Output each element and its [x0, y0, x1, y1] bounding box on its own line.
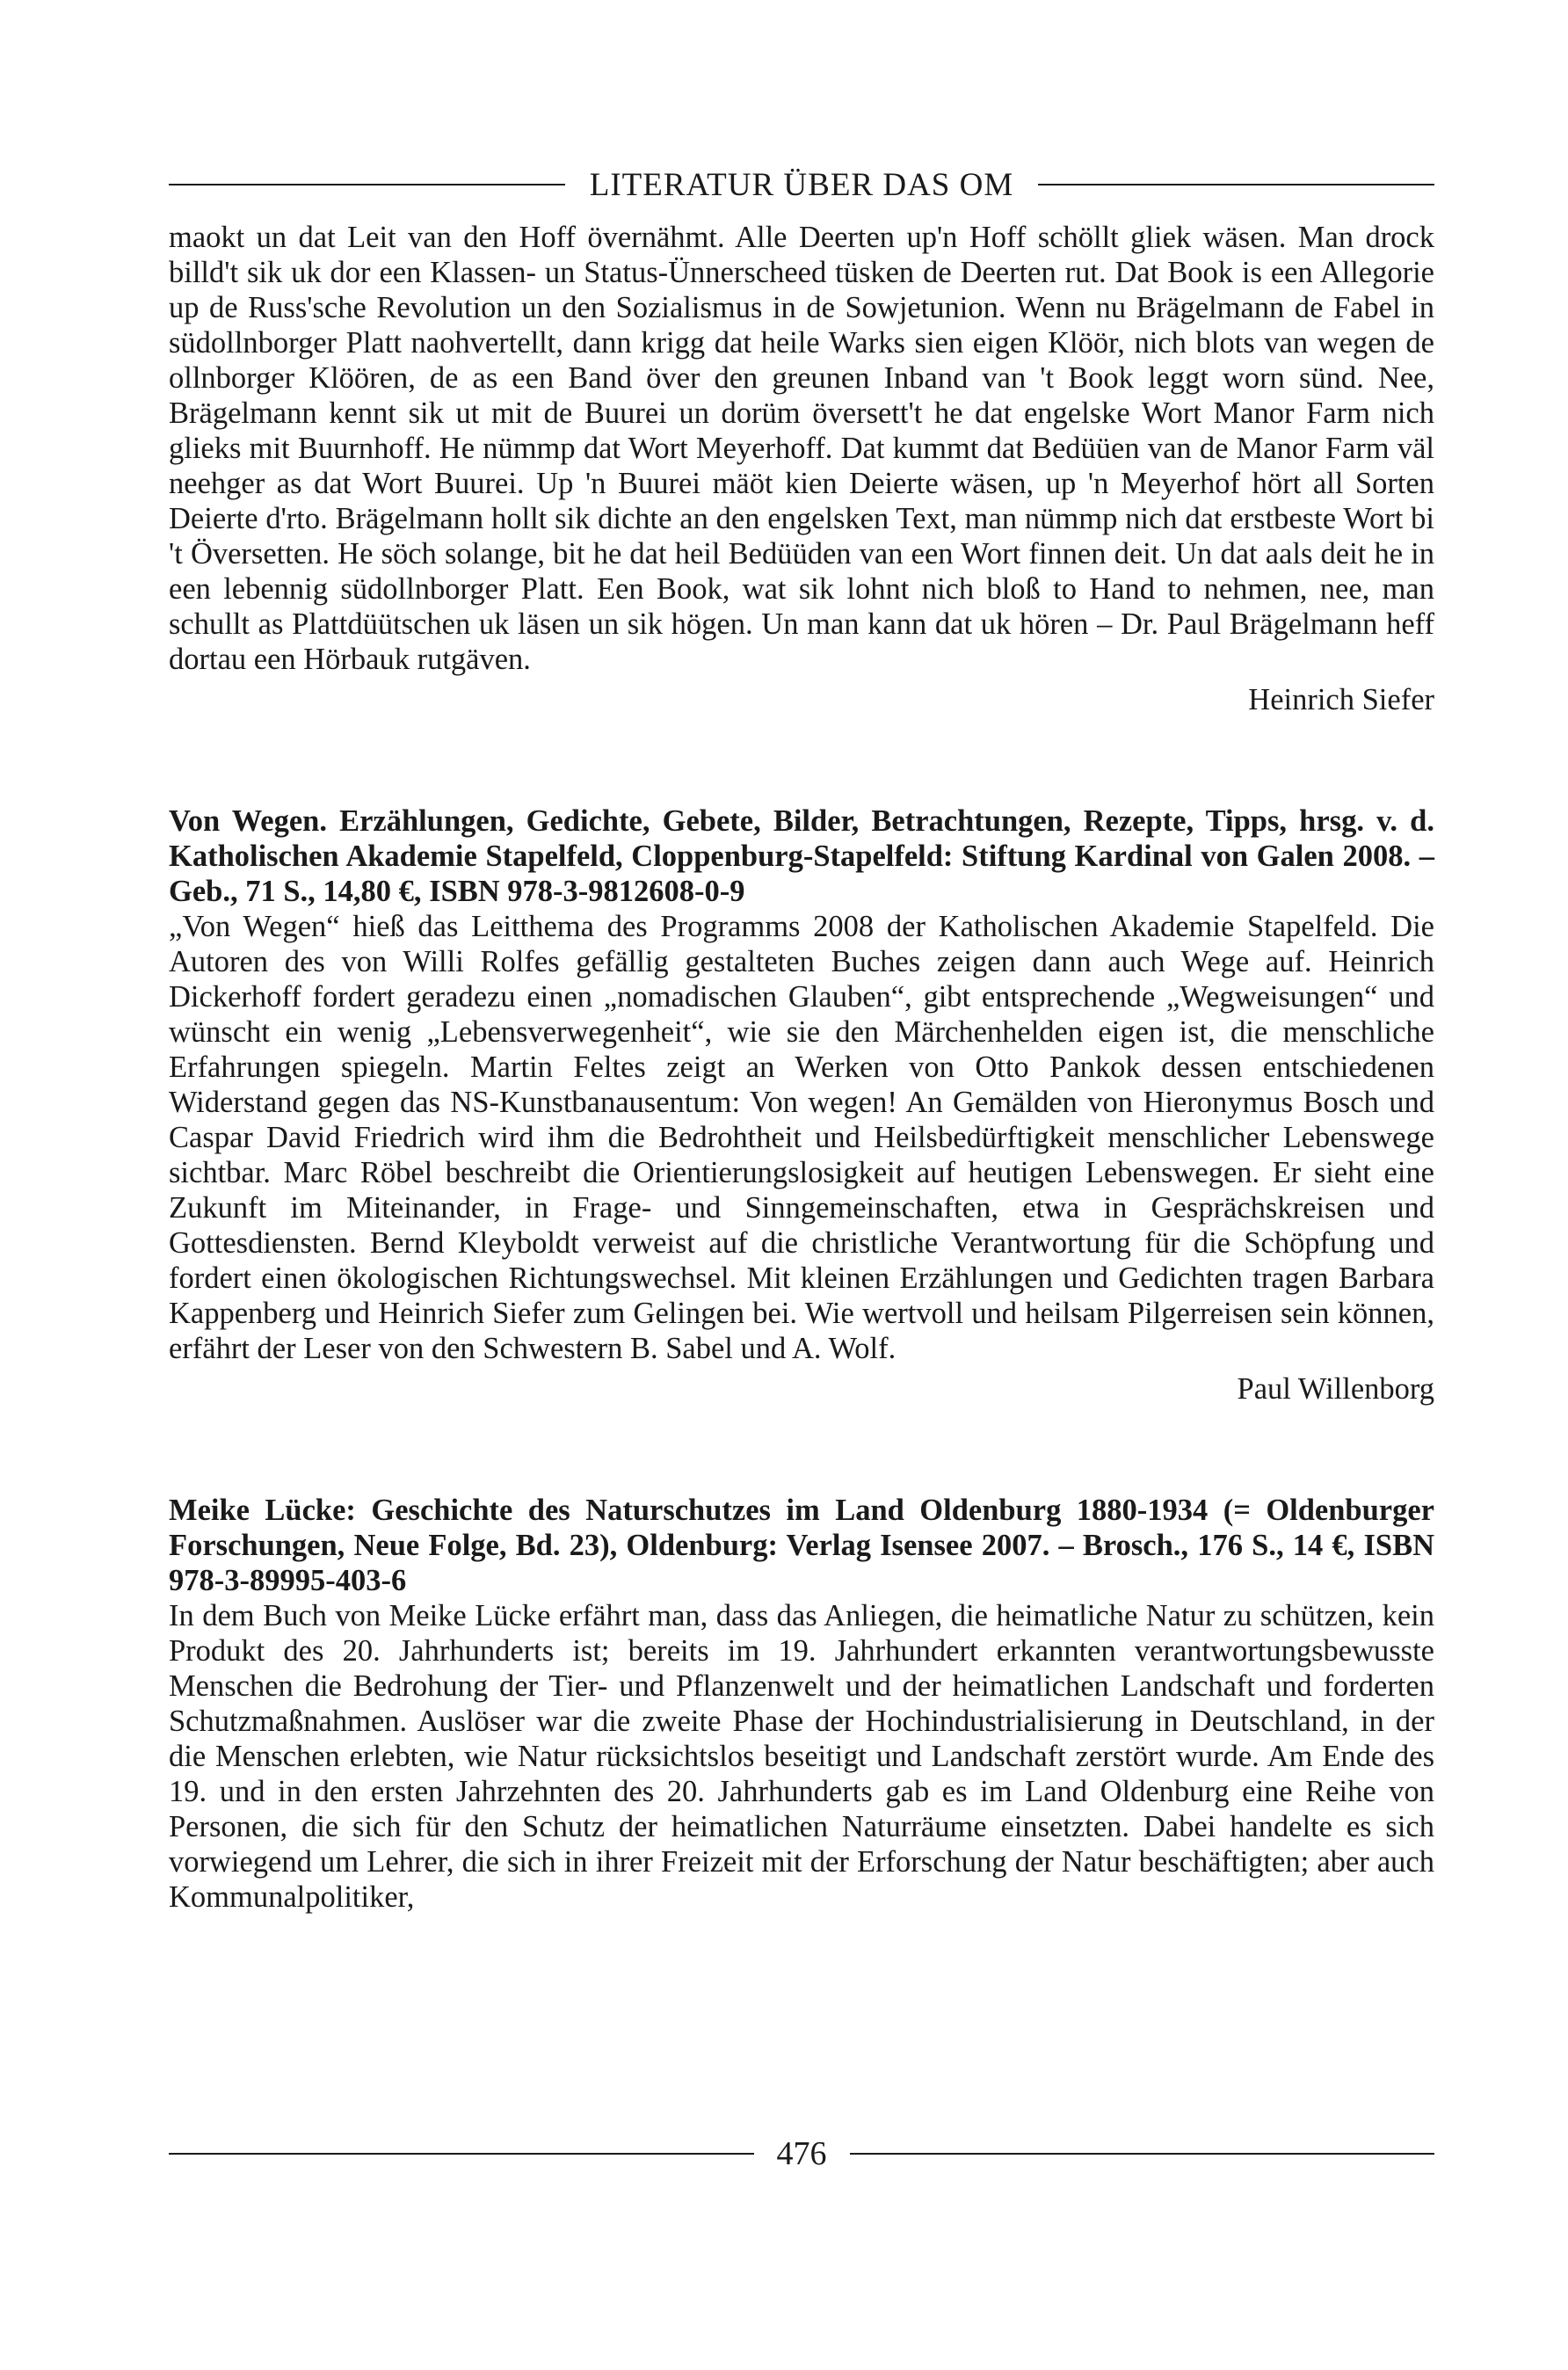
reviewer-name: Paul Willenborg [1237, 1372, 1434, 1406]
page-content [169, 158, 1434, 1915]
review-body: maokt un dat Leit van den Hoff övernähmt. Alle Deerten up'n Hoff schöllt gliek wäsen. Man drock billd't sik uk dor een Klassen- un Status-Ünnerscheed tüsken de Deerten rut. Dat Book is een Allegorie up de Russ'sche Revolution un den Sozialismus in de Sowjetunion. Wenn nu Brägelmann de Fabel in südollnborger Platt naohvertellt, dann krigg dat heile Warks sien eigen Klöör, nich blots van wegen de ollnborger Klöören, de as een Band över den greunen Inband van 't Book leggt worn sünd. Nee, Brägelmann kennt sik ut mit de Buurei un dorüm översett't he dat engelske Wort Manor Farm nich glieks mit Buurnhoff. He nümmp dat Wort Meyerhoff. Dat kummt dat Bedüüen van de Manor Farm väl neehger as dat Wort Buurei. Up 'n Buurei mäöt kien Deierte wäsen, up 'n Meyerhof hört all Sorten Deierte d'rto. Brägelmann hollt sik dichte an den engelsken Text, man nümmp nich dat erstbeste Wort bi 't Översetten. He söch solange, bit he dat heil Bedüüden van een Wort finnen deit. Un dat aals deit he in een lebennig südollnborger Platt. Een Book, wat sik lohnt nich bloß to Hand to nehmen, nee, man schullt as Plattdüütschen uk läsen un sik högen. Un man kann dat uk hören – Dr. Paul Brägelmann heff dortau een Hörbauk rutgäven. [169, 221, 1434, 676]
running-head-title: LITERATUR ÜBER DAS OM [589, 166, 1014, 203]
running-head [169, 158, 1434, 211]
page-footer [169, 2127, 1434, 2180]
running-head-rule-right [1038, 184, 1434, 185]
running-head-rule-left [169, 184, 565, 185]
review-heading: Meike Lücke: Geschichte des Naturschutzes im Land Oldenburg 1880-1934 (= Oldenburger Forschungen, Neue Folge, Bd. 23), Oldenburg: Verlag Isensee 2007. – Brosch., 176 S., 14 €, ISBN 978-3-89995-403-6 [169, 1494, 1434, 1597]
review-section-2 [169, 803, 1434, 1407]
page-number: 476 [776, 2135, 827, 2172]
review-body: In dem Buch von Meike Lücke erfährt man, dass das Anliegen, die heimatliche Natur zu schützen, kein Produkt des 20. Jahrhunderts ist; bereits im 19. Jahrhundert erkannten verantwortungsbewusste Menschen die Bedrohung der Tier- und Pflanzenwelt und der heimatlichen Landschaft und forderten Schutzmaßnahmen. Auslöser war die zweite Phase der Hochindustrialisierung in Deutschland, in der die Menschen erlebten, wie Natur rücksichtslos beseitigt und Landschaft zerstört wurde. Am Ende des 19. und in den ersten Jahrzehnten des 20. Jahrhunderts gab es im Land Oldenburg eine Reihe von Personen, die sich für den Schutz der heimatlichen Naturräume einsetzten. Dabei handelte es sich vorwiegend um Lehrer, die sich in ihrer Freizeit mit der Erforschung der Natur beschäftigten; aber auch Kommunalpolitiker, [169, 1599, 1434, 1914]
review-section-1 [169, 220, 1434, 717]
footer-rule-right [850, 2153, 1435, 2155]
reviewer-name: Heinrich Siefer [1248, 683, 1434, 716]
footer-rule-left [169, 2153, 754, 2155]
review-body: „Von Wegen“ hieß das Leitthema des Programms 2008 der Katholischen Akademie Stapelfeld. Die Autoren des von Willi Rolfes gefällig gestalteten Buches zeigen dann auch Wege auf. Heinrich Dickerhoff fordert geradezu einen „nomadischen Glauben“, gibt entsprechende „Wegweisungen“ und wünscht ein wenig „Lebensverwegenheit“, wie sie den Märchenhelden eigen ist, die menschliche Erfahrungen spiegeln. Martin Feltes zeigt an Werken von Otto Pankok dessen entschiedenen Widerstand gegen das NS-Kunstbanausentum: Von wegen! An Gemälden von Hieronymus Bosch und Caspar David Friedrich wird ihm die Bedrohtheit und Heilsbedürftigkeit menschlicher Lebenswege sichtbar. Marc Röbel beschreibt die Orientierungslosigkeit auf heutigen Lebenswegen. Er sieht eine Zukunft im Miteinander, in Frage- und Sinngemeinschaften, etwa in Gesprächskreisen und Gottesdiensten. Bernd Kleyboldt verweist auf die christliche Verantwortung für die Schöpfung und fordert einen ökologischen Richtungswechsel. Mit kleinen Erzählungen und Gedichten tragen Barbara Kappenberg und Heinrich Siefer zum Gelingen bei. Wie wertvoll und heilsam Pilgerreisen sein können, erfährt der Leser von den Schwestern B. Sabel und A. Wolf. [169, 910, 1434, 1365]
review-section-3 [169, 1493, 1434, 1915]
review-heading: Von Wegen. Erzählungen, Gedichte, Gebete, Bilder, Betrachtungen, Rezepte, Tipps, hrsg. v. d. Katholischen Akademie Stapelfeld, Cloppenburg-Stapelfeld: Stiftung Kardinal von Galen 2008. – Geb., 71 S., 14,80 €, ISBN 978-3-9812608-0-9 [169, 804, 1434, 908]
